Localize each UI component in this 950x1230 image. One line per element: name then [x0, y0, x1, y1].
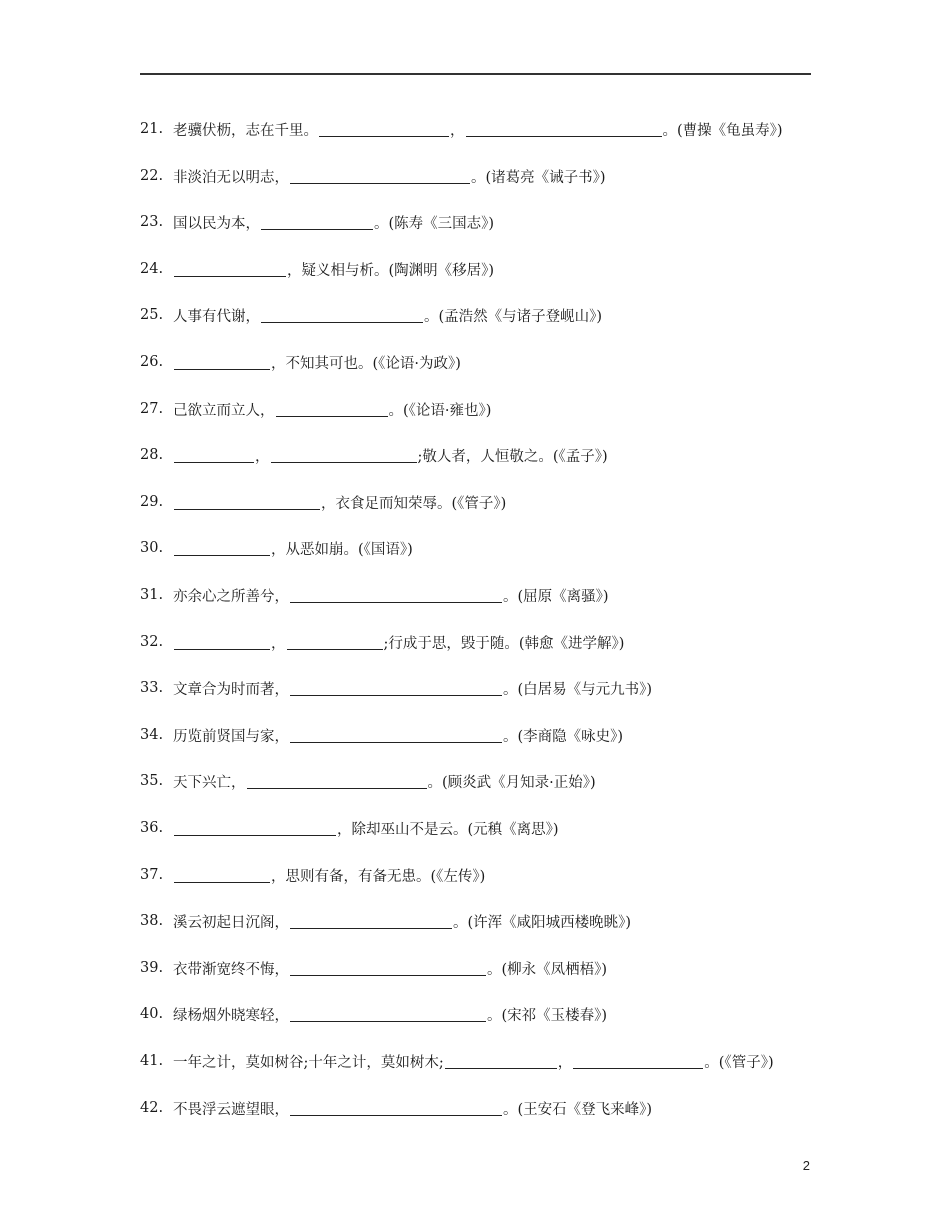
question-item — [140, 339, 830, 386]
question-text-segment: 。(屈原《离骚》) — [503, 588, 609, 605]
question-item — [140, 665, 830, 712]
question-text-segment: 。(宋祁《玉楼春》) — [487, 1008, 608, 1025]
answer-blank[interactable] — [174, 821, 336, 836]
question-text-segment: 衣带渐宽终不悔， — [173, 961, 289, 978]
answer-blank[interactable] — [290, 1101, 502, 1116]
question-number: 26. — [140, 354, 164, 371]
question-text-segment: ;敬人者，人恒敬之。(《孟子》) — [417, 449, 608, 466]
question-number: 35. — [140, 773, 164, 790]
question-number: 38. — [140, 913, 164, 930]
question-number: 37. — [140, 866, 164, 883]
answer-blank[interactable] — [466, 122, 662, 137]
question-number: 30. — [140, 540, 164, 557]
question-number: 28. — [140, 447, 164, 464]
question-item — [140, 199, 830, 246]
question-text-segment: 非淡泊无以明志， — [173, 169, 289, 186]
question-text — [173, 586, 609, 605]
answer-blank[interactable] — [290, 588, 502, 603]
question-number: 22. — [140, 167, 164, 184]
question-text — [173, 819, 559, 838]
question-text — [173, 213, 494, 232]
question-item — [140, 386, 830, 433]
question-text-segment: 己欲立而立人， — [173, 402, 275, 419]
answer-blank[interactable] — [290, 728, 502, 743]
question-number: 27. — [140, 400, 164, 417]
question-item — [140, 153, 830, 200]
answer-blank[interactable] — [290, 1007, 486, 1022]
question-text — [173, 912, 631, 931]
question-text — [173, 167, 606, 186]
answer-blank[interactable] — [287, 635, 383, 650]
question-text — [173, 633, 624, 652]
question-text-segment: ， — [557, 1054, 573, 1071]
question-number: 31. — [140, 586, 164, 603]
question-item — [140, 945, 830, 992]
answer-blank[interactable] — [445, 1054, 557, 1069]
question-number: 36. — [140, 819, 164, 836]
question-item — [140, 712, 830, 759]
question-item — [140, 758, 830, 805]
question-text-segment: 亦余心之所善兮， — [173, 588, 289, 605]
question-text — [173, 1099, 652, 1118]
answer-blank[interactable] — [174, 495, 320, 510]
question-text — [173, 1052, 774, 1071]
question-number: 24. — [140, 260, 164, 277]
question-text-segment: 天下兴亡， — [173, 775, 246, 792]
question-item — [140, 898, 830, 945]
question-text — [173, 539, 413, 558]
question-number: 25. — [140, 307, 164, 324]
question-text — [173, 260, 494, 279]
question-item — [140, 479, 830, 526]
question-text-segment: 老骥伏枥，志在千里。 — [173, 123, 318, 140]
question-text-segment: 溪云初起日沉阁， — [173, 915, 289, 932]
question-text-segment: 。(孟浩然《与诸子登岘山》) — [424, 309, 603, 326]
page-number: 2 — [802, 1158, 810, 1173]
question-item — [140, 805, 830, 852]
question-item — [140, 619, 830, 666]
answer-blank[interactable] — [290, 681, 502, 696]
question-text-segment: ，不知其可也。(《论语·为政》) — [271, 356, 461, 373]
question-text — [173, 400, 491, 419]
question-text — [173, 120, 783, 139]
question-text-segment: ，除却巫山不是云。(元稹《离思》) — [337, 821, 559, 838]
question-text-segment: ;行成于思，毁于随。(韩愈《进学解》) — [383, 635, 625, 652]
question-number: 42. — [140, 1099, 164, 1116]
question-text-segment: ， — [450, 123, 465, 140]
question-number: 41. — [140, 1052, 164, 1069]
question-text-segment: 绿杨烟外晓寒轻， — [173, 1008, 289, 1025]
question-text — [173, 959, 607, 978]
answer-blank[interactable] — [174, 635, 270, 650]
question-text — [173, 493, 506, 512]
question-text-segment: 。(《论语·雍也》) — [388, 402, 492, 419]
answer-blank[interactable] — [174, 448, 254, 463]
question-text-segment: 。(《管子》) — [704, 1054, 774, 1071]
question-text — [173, 866, 485, 885]
question-number: 33. — [140, 680, 164, 697]
question-text — [173, 353, 461, 372]
question-text-segment: ，疑义相与析。(陶渊明《移居》) — [287, 262, 495, 279]
question-number: 21. — [140, 121, 164, 138]
question-text-segment: ， — [255, 449, 270, 466]
question-text — [173, 772, 596, 791]
answer-blank[interactable] — [276, 402, 388, 417]
question-text-segment: ， — [271, 635, 286, 652]
question-number: 34. — [140, 726, 164, 743]
answer-blank[interactable] — [319, 122, 449, 137]
question-text-segment: ，从恶如崩。(《国语》) — [271, 542, 413, 559]
answer-blank[interactable] — [271, 448, 417, 463]
question-text — [173, 1005, 607, 1024]
answer-blank[interactable] — [174, 541, 270, 556]
question-item — [140, 572, 830, 619]
question-text-segment: 。(陈寿《三国志》) — [374, 216, 495, 233]
question-text-segment: 不畏浮云遮望眼， — [173, 1101, 289, 1118]
question-item — [140, 106, 830, 153]
answer-blank[interactable] — [573, 1054, 703, 1069]
answer-blank[interactable] — [247, 774, 427, 789]
question-text-segment: ，思则有备，有备无患。(《左传》) — [271, 868, 486, 885]
question-item — [140, 991, 830, 1038]
question-number: 40. — [140, 1006, 164, 1023]
question-text-segment: 一年之计，莫如树谷;十年之计，莫如树木; — [173, 1054, 444, 1071]
question-text-segment: 。(王安石《登飞来峰》) — [503, 1101, 653, 1118]
question-number: 23. — [140, 214, 164, 231]
answer-blank[interactable] — [174, 262, 286, 277]
question-text — [173, 446, 608, 465]
question-text-segment: 。(柳永《凤栖梧》) — [487, 961, 608, 978]
question-number: 32. — [140, 633, 164, 650]
question-text-segment: 文章合为时而著， — [173, 682, 289, 699]
question-item — [140, 1038, 830, 1085]
question-text-segment: 。(顾炎武《月知录·正始》) — [427, 775, 596, 792]
question-text — [173, 726, 623, 745]
question-text-segment: 。(诸葛亮《诫子书》) — [471, 169, 606, 186]
header-rule — [140, 73, 811, 75]
question-number: 29. — [140, 493, 164, 510]
question-text-segment: 。(李商隐《咏史》) — [503, 728, 624, 745]
question-item — [140, 292, 830, 339]
question-text-segment: 人事有代谢， — [173, 309, 260, 326]
question-text-segment: 。(白居易《与元九书》) — [503, 682, 653, 699]
answer-blank[interactable] — [261, 215, 373, 230]
question-text-segment: 历览前贤国与家， — [173, 728, 289, 745]
answer-blank[interactable] — [290, 169, 470, 184]
question-text-segment: ，衣食足而知荣辱。(《管子》) — [321, 495, 507, 512]
question-item — [140, 432, 830, 479]
answer-blank[interactable] — [174, 868, 270, 883]
question-number: 39. — [140, 959, 164, 976]
answer-blank[interactable] — [290, 961, 486, 976]
question-text-segment: 。(曹操《龟虽寿》) — [662, 123, 783, 140]
question-item — [140, 246, 830, 293]
question-item — [140, 1084, 830, 1131]
question-item — [140, 852, 830, 899]
answer-blank[interactable] — [290, 914, 452, 929]
question-list — [140, 106, 830, 1131]
question-item — [140, 525, 830, 572]
question-text — [173, 306, 602, 325]
answer-blank[interactable] — [261, 308, 423, 323]
question-text-segment: 国以民为本， — [173, 216, 260, 233]
question-text-segment: 。(许浑《咸阳城西楼晚眺》) — [453, 915, 632, 932]
question-text — [173, 679, 652, 698]
answer-blank[interactable] — [174, 355, 270, 370]
